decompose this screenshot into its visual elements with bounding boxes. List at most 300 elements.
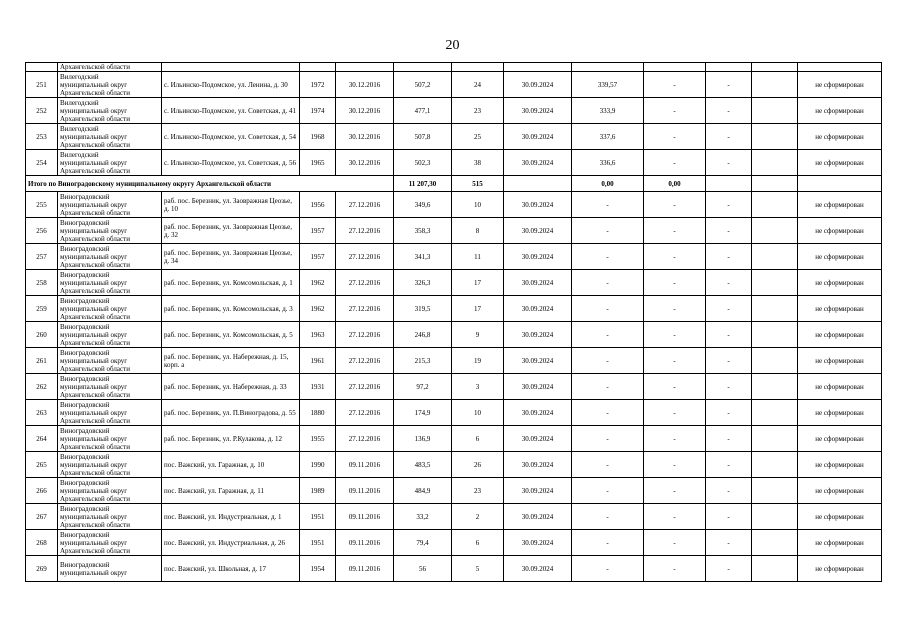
build-year-cell: 1951 [300, 504, 336, 530]
table-row [26, 192, 882, 218]
recognition-date-cell: 30.12.2016 [336, 150, 394, 176]
recognition-date-cell: 27.12.2016 [336, 270, 394, 296]
value-cell: - [706, 296, 752, 322]
deadline-cell: 30.09.2024 [504, 400, 572, 426]
build-year-cell: 1961 [300, 348, 336, 374]
municipality-line: Виноградовский [60, 530, 110, 539]
status-cell: не сформирован [798, 478, 882, 504]
recognition-date-cell: 09.11.2016 [336, 452, 394, 478]
deadline-cell: 30.09.2024 [504, 150, 572, 176]
recognition-date-cell: 27.12.2016 [336, 348, 394, 374]
housing-register-table [25, 62, 882, 582]
status-cell: не сформирован [798, 556, 882, 582]
municipality-line: муниципальный округ [60, 538, 128, 547]
municipality-line: Архангельской области [60, 88, 130, 97]
value-cell: - [706, 72, 752, 98]
deadline-cell: 30.09.2024 [504, 124, 572, 150]
municipality-line: Виноградовский [60, 560, 110, 569]
value-cell: - [644, 348, 706, 374]
residents-cell: 6 [452, 530, 504, 556]
area-cell: 319,5 [394, 296, 452, 322]
value-cell [752, 400, 798, 426]
municipality-line: муниципальный округ [60, 226, 128, 235]
municipality-line: муниципальный округ [60, 330, 128, 339]
value-cell: - [706, 322, 752, 348]
value-cell: - [572, 400, 644, 426]
municipality-line: Вилегодский [60, 150, 99, 159]
municipality-line: Вилегодский [60, 72, 99, 81]
area-cell: 483,5 [394, 452, 452, 478]
row-number-cell: 264 [26, 426, 58, 452]
deadline-cell: 30.09.2024 [504, 478, 572, 504]
area-cell: 79,4 [394, 530, 452, 556]
value-cell: - [706, 218, 752, 244]
area-cell: 56 [394, 556, 452, 582]
row-number-cell: 260 [26, 322, 58, 348]
municipality-line: Архангельской области [60, 140, 130, 149]
area-cell: 507,8 [394, 124, 452, 150]
table-row [26, 400, 882, 426]
value-cell: - [572, 426, 644, 452]
address-cell: пос. Важский, ул. Гаражная, д. 10 [162, 452, 300, 478]
municipality-cell [58, 374, 162, 400]
status-cell: не сформирован [798, 374, 882, 400]
value-cell: - [706, 270, 752, 296]
value-cell [752, 124, 798, 150]
recognition-date-cell: 27.12.2016 [336, 322, 394, 348]
residents-cell: 11 [452, 244, 504, 270]
table-row [26, 556, 882, 582]
status-cell: не сформирован [798, 244, 882, 270]
build-year-cell: 1968 [300, 124, 336, 150]
table-row [26, 478, 882, 504]
value-cell: - [644, 192, 706, 218]
row-number-cell: 261 [26, 348, 58, 374]
value-cell: - [706, 504, 752, 530]
residents-cell: 8 [452, 218, 504, 244]
municipality-cell [58, 530, 162, 556]
total-value: 0,00 [572, 176, 644, 192]
row-number-cell: 268 [26, 530, 58, 556]
municipality-line: Архангельской области [60, 442, 130, 451]
municipality-line: муниципальный округ [60, 356, 128, 365]
status-cell: не сформирован [798, 530, 882, 556]
deadline-cell: 30.09.2024 [504, 452, 572, 478]
value-cell: - [706, 530, 752, 556]
residents-cell: 2 [452, 504, 504, 530]
row-number-cell: 269 [26, 556, 58, 582]
municipality-line: Архангельской области [60, 546, 130, 555]
address-cell: раб. пос. Березник, ул. Заовражная Цеозье, д. 34 [162, 244, 300, 270]
municipality-line: Виноградовский [60, 322, 110, 331]
municipality-line: муниципальный округ [60, 252, 128, 261]
table-body [26, 63, 882, 582]
address-cell: раб. пос. Березник, ул. Набережная, д. 33 [162, 374, 300, 400]
build-year-cell: 1954 [300, 556, 336, 582]
table-row [26, 296, 882, 322]
municipality-line: муниципальный округ [60, 80, 128, 89]
municipality-line: муниципальный округ [60, 486, 128, 495]
municipality-cell [58, 452, 162, 478]
residents-cell: 23 [452, 98, 504, 124]
residents-cell: 26 [452, 452, 504, 478]
empty-cell [504, 176, 572, 192]
municipality-line: Архангельской области [60, 312, 130, 321]
value-cell: 333,9 [572, 98, 644, 124]
empty-cell [706, 176, 752, 192]
municipality-cell [58, 426, 162, 452]
address-cell: пос. Важский, ул. Школьная, д. 17 [162, 556, 300, 582]
table-row [26, 322, 882, 348]
value-cell [752, 322, 798, 348]
value-cell [752, 530, 798, 556]
table-row [26, 98, 882, 124]
status-cell: не сформирован [798, 98, 882, 124]
status-cell: не сформирован [798, 218, 882, 244]
table-row [26, 530, 882, 556]
deadline-cell: 30.09.2024 [504, 504, 572, 530]
municipality-line: Виноградовский [60, 426, 110, 435]
table-row [26, 348, 882, 374]
empty-cell [752, 176, 798, 192]
recognition-date-cell: 09.11.2016 [336, 504, 394, 530]
value-cell [752, 504, 798, 530]
value-cell: - [644, 374, 706, 400]
table-row [26, 452, 882, 478]
value-cell: - [706, 556, 752, 582]
residents-cell: 5 [452, 556, 504, 582]
residents-cell: 19 [452, 348, 504, 374]
status-cell: не сформирован [798, 504, 882, 530]
build-year-cell: 1956 [300, 192, 336, 218]
address-cell: раб. пос. Березник, ул. Комсомольская, д. 1 [162, 270, 300, 296]
value-cell: - [644, 426, 706, 452]
municipality-line: Архангельской области [60, 416, 130, 425]
address-cell: раб. пос. Березник, ул. Набережная, д. 15, корп. а [162, 348, 300, 374]
value-cell: - [706, 124, 752, 150]
build-year-cell: 1972 [300, 72, 336, 98]
table-row-continued [26, 63, 882, 72]
deadline-cell: 30.09.2024 [504, 98, 572, 124]
value-cell [752, 452, 798, 478]
municipality-cell [58, 124, 162, 150]
value-cell: - [706, 426, 752, 452]
recognition-date-cell: 30.12.2016 [336, 124, 394, 150]
build-year-cell: 1957 [300, 244, 336, 270]
municipality-line: муниципальный округ [60, 512, 128, 521]
municipality-line: Архангельской области [60, 494, 130, 503]
address-cell: с. Ильинско-Подомское, ул. Ленина, д. 30 [162, 72, 300, 98]
value-cell: - [572, 556, 644, 582]
value-cell: - [644, 244, 706, 270]
municipality-line: Архангельской области [60, 520, 130, 529]
recognition-date-cell: 27.12.2016 [336, 426, 394, 452]
municipality-line: муниципальный округ [60, 278, 128, 287]
area-cell: 502,3 [394, 150, 452, 176]
value-cell: - [706, 244, 752, 270]
residents-cell: 6 [452, 426, 504, 452]
status-cell: не сформирован [798, 72, 882, 98]
area-cell: 349,6 [394, 192, 452, 218]
value-cell [752, 270, 798, 296]
address-cell: пос. Важский, ул. Индустриальная, д. 26 [162, 530, 300, 556]
table-row [26, 504, 882, 530]
deadline-cell: 30.09.2024 [504, 374, 572, 400]
value-cell: - [644, 124, 706, 150]
status-cell: не сформирован [798, 426, 882, 452]
municipality-line: Архангельской области [60, 234, 130, 243]
value-cell: - [644, 72, 706, 98]
municipality-cell [58, 218, 162, 244]
value-cell: - [644, 452, 706, 478]
area-cell: 174,9 [394, 400, 452, 426]
row-number-cell: 254 [26, 150, 58, 176]
address-cell: с. Ильинско-Подомское, ул. Советская, д. 41 [162, 98, 300, 124]
deadline-cell: 30.09.2024 [504, 348, 572, 374]
value-cell: - [572, 322, 644, 348]
value-cell: - [572, 244, 644, 270]
value-cell: - [644, 98, 706, 124]
municipality-line: Виноградовский [60, 452, 110, 461]
municipality-cell [58, 270, 162, 296]
recognition-date-cell: 09.11.2016 [336, 530, 394, 556]
row-number-cell: 265 [26, 452, 58, 478]
value-cell: - [572, 218, 644, 244]
total-area: 11 207,30 [394, 176, 452, 192]
municipality-line: муниципальный округ [60, 568, 128, 577]
municipality-line: Виноградовский [60, 218, 110, 227]
municipality-line: Виноградовский [60, 244, 110, 253]
value-cell [752, 72, 798, 98]
area-cell: 341,3 [394, 244, 452, 270]
deadline-cell: 30.09.2024 [504, 556, 572, 582]
municipality-line: муниципальный округ [60, 158, 128, 167]
status-cell: не сформирован [798, 270, 882, 296]
municipality-cell [58, 504, 162, 530]
municipality-line: Виноградовский [60, 374, 110, 383]
value-cell [752, 150, 798, 176]
municipality-line: Архангельской области [60, 338, 130, 347]
municipality-cell [58, 322, 162, 348]
deadline-cell: 30.09.2024 [504, 270, 572, 296]
deadline-cell: 30.09.2024 [504, 192, 572, 218]
build-year-cell: 1957 [300, 218, 336, 244]
area-cell: 484,9 [394, 478, 452, 504]
value-cell: - [572, 296, 644, 322]
address-cell: раб. пос. Березник, ул. П.Виноградова, д. 55 [162, 400, 300, 426]
table-row [26, 124, 882, 150]
municipality-line: Вилегодский [60, 98, 99, 107]
empty-cell [798, 176, 882, 192]
recognition-date-cell: 30.12.2016 [336, 72, 394, 98]
municipality-line: муниципальный округ [60, 106, 128, 115]
address-cell: раб. пос. Березник, ул. Комсомольская, д. 5 [162, 322, 300, 348]
municipality-line: муниципальный округ [60, 434, 128, 443]
value-cell [752, 244, 798, 270]
build-year-cell: 1880 [300, 400, 336, 426]
value-cell: - [706, 452, 752, 478]
residents-cell: 17 [452, 296, 504, 322]
row-number-cell: 253 [26, 124, 58, 150]
value-cell: 337,6 [572, 124, 644, 150]
value-cell: - [706, 150, 752, 176]
row-number-cell: 252 [26, 98, 58, 124]
area-cell: 97,2 [394, 374, 452, 400]
residents-cell: 10 [452, 400, 504, 426]
value-cell [752, 374, 798, 400]
address-cell: с. Ильинско-Подомское, ул. Советская, д. 54 [162, 124, 300, 150]
value-cell: - [644, 400, 706, 426]
build-year-cell: 1974 [300, 98, 336, 124]
status-cell: не сформирован [798, 348, 882, 374]
row-number-cell: 259 [26, 296, 58, 322]
address-cell: раб. пос. Березник, ул. Комсомольская, д. 3 [162, 296, 300, 322]
value-cell: - [572, 530, 644, 556]
value-cell [752, 192, 798, 218]
municipality-line: Виноградовский [60, 478, 110, 487]
municipality-cell [58, 150, 162, 176]
residents-cell: 10 [452, 192, 504, 218]
deadline-cell: 30.09.2024 [504, 530, 572, 556]
municipality-line: муниципальный округ [60, 460, 128, 469]
municipality-cell: Архангельской области [58, 63, 162, 72]
municipality-cell [58, 296, 162, 322]
address-cell: с. Ильинско-Подомское, ул. Советская, д. 56 [162, 150, 300, 176]
value-cell: 339,57 [572, 72, 644, 98]
deadline-cell: 30.09.2024 [504, 322, 572, 348]
table-row [26, 244, 882, 270]
municipality-cell [58, 98, 162, 124]
build-year-cell: 1931 [300, 374, 336, 400]
table-row [26, 426, 882, 452]
residents-cell: 3 [452, 374, 504, 400]
value-cell [752, 296, 798, 322]
residents-cell: 38 [452, 150, 504, 176]
address-cell: пос. Важский, ул. Индустриальная, д. 1 [162, 504, 300, 530]
deadline-cell: 30.09.2024 [504, 426, 572, 452]
area-cell: 33,2 [394, 504, 452, 530]
municipality-line: Архангельской области [60, 468, 130, 477]
municipality-line: Архангельской области [60, 390, 130, 399]
recognition-date-cell: 27.12.2016 [336, 192, 394, 218]
table-row [26, 218, 882, 244]
value-cell: - [572, 374, 644, 400]
recognition-date-cell: 09.11.2016 [336, 556, 394, 582]
value-cell [752, 556, 798, 582]
municipality-cell [58, 478, 162, 504]
value-cell: - [644, 478, 706, 504]
value-cell: - [706, 374, 752, 400]
municipality-line: Архангельской области [60, 364, 130, 373]
municipality-line: муниципальный округ [60, 382, 128, 391]
row-number-cell: 257 [26, 244, 58, 270]
build-year-cell: 1990 [300, 452, 336, 478]
value-cell: - [572, 478, 644, 504]
value-cell: - [706, 348, 752, 374]
municipality-cell [58, 556, 162, 582]
municipality-line: Архангельской области [60, 208, 130, 217]
value-cell [752, 478, 798, 504]
table-row [26, 270, 882, 296]
municipality-line: муниципальный округ [60, 200, 128, 209]
value-cell: - [644, 150, 706, 176]
build-year-cell: 1965 [300, 150, 336, 176]
municipality-cell [58, 244, 162, 270]
municipality-line: Архангельской области [60, 166, 130, 175]
build-year-cell: 1989 [300, 478, 336, 504]
area-cell: 215,3 [394, 348, 452, 374]
municipality-line: Виноградовский [60, 270, 110, 279]
value-cell: - [644, 270, 706, 296]
municipality-line: Архангельской области [60, 260, 130, 269]
value-cell: - [644, 322, 706, 348]
value-cell: - [572, 452, 644, 478]
value-cell: - [572, 192, 644, 218]
municipality-cell [58, 348, 162, 374]
row-number-cell: 256 [26, 218, 58, 244]
total-value: 0,00 [644, 176, 706, 192]
deadline-cell: 30.09.2024 [504, 218, 572, 244]
municipality-cell [58, 192, 162, 218]
area-cell: 326,3 [394, 270, 452, 296]
area-cell: 136,9 [394, 426, 452, 452]
value-cell: - [706, 478, 752, 504]
table-row [26, 374, 882, 400]
recognition-date-cell: 09.11.2016 [336, 478, 394, 504]
residents-cell: 25 [452, 124, 504, 150]
row-number-cell: 266 [26, 478, 58, 504]
value-cell [752, 426, 798, 452]
value-cell: - [572, 504, 644, 530]
area-cell: 246,8 [394, 322, 452, 348]
address-cell: пос. Важский, ул. Гаражная, д. 11 [162, 478, 300, 504]
municipality-line: Архангельской области [60, 286, 130, 295]
recognition-date-cell: 27.12.2016 [336, 400, 394, 426]
status-cell: не сформирован [798, 192, 882, 218]
value-cell: 336,6 [572, 150, 644, 176]
residents-cell: 23 [452, 478, 504, 504]
table-row [26, 72, 882, 98]
value-cell: - [644, 504, 706, 530]
total-label: Итого по Виноградовскому муниципальному округу Архангельской области [26, 176, 394, 192]
build-year-cell: 1955 [300, 426, 336, 452]
build-year-cell: 1962 [300, 270, 336, 296]
value-cell: - [644, 556, 706, 582]
status-cell: не сформирован [798, 322, 882, 348]
row-number-cell: 258 [26, 270, 58, 296]
table-row [26, 150, 882, 176]
value-cell [752, 98, 798, 124]
value-cell: - [572, 348, 644, 374]
recognition-date-cell: 30.12.2016 [336, 98, 394, 124]
recognition-date-cell: 27.12.2016 [336, 244, 394, 270]
municipality-line: Виноградовский [60, 296, 110, 305]
row-number-cell: 267 [26, 504, 58, 530]
recognition-date-cell: 27.12.2016 [336, 218, 394, 244]
build-year-cell: 1962 [300, 296, 336, 322]
page-number: 20 [445, 38, 460, 53]
area-cell: 477,1 [394, 98, 452, 124]
deadline-cell: 30.09.2024 [504, 244, 572, 270]
value-cell: - [644, 530, 706, 556]
row-number-cell: 263 [26, 400, 58, 426]
value-cell: - [644, 296, 706, 322]
build-year-cell: 1963 [300, 322, 336, 348]
municipality-cell [58, 400, 162, 426]
value-cell: - [644, 218, 706, 244]
deadline-cell: 30.09.2024 [504, 296, 572, 322]
row-number-cell: 262 [26, 374, 58, 400]
